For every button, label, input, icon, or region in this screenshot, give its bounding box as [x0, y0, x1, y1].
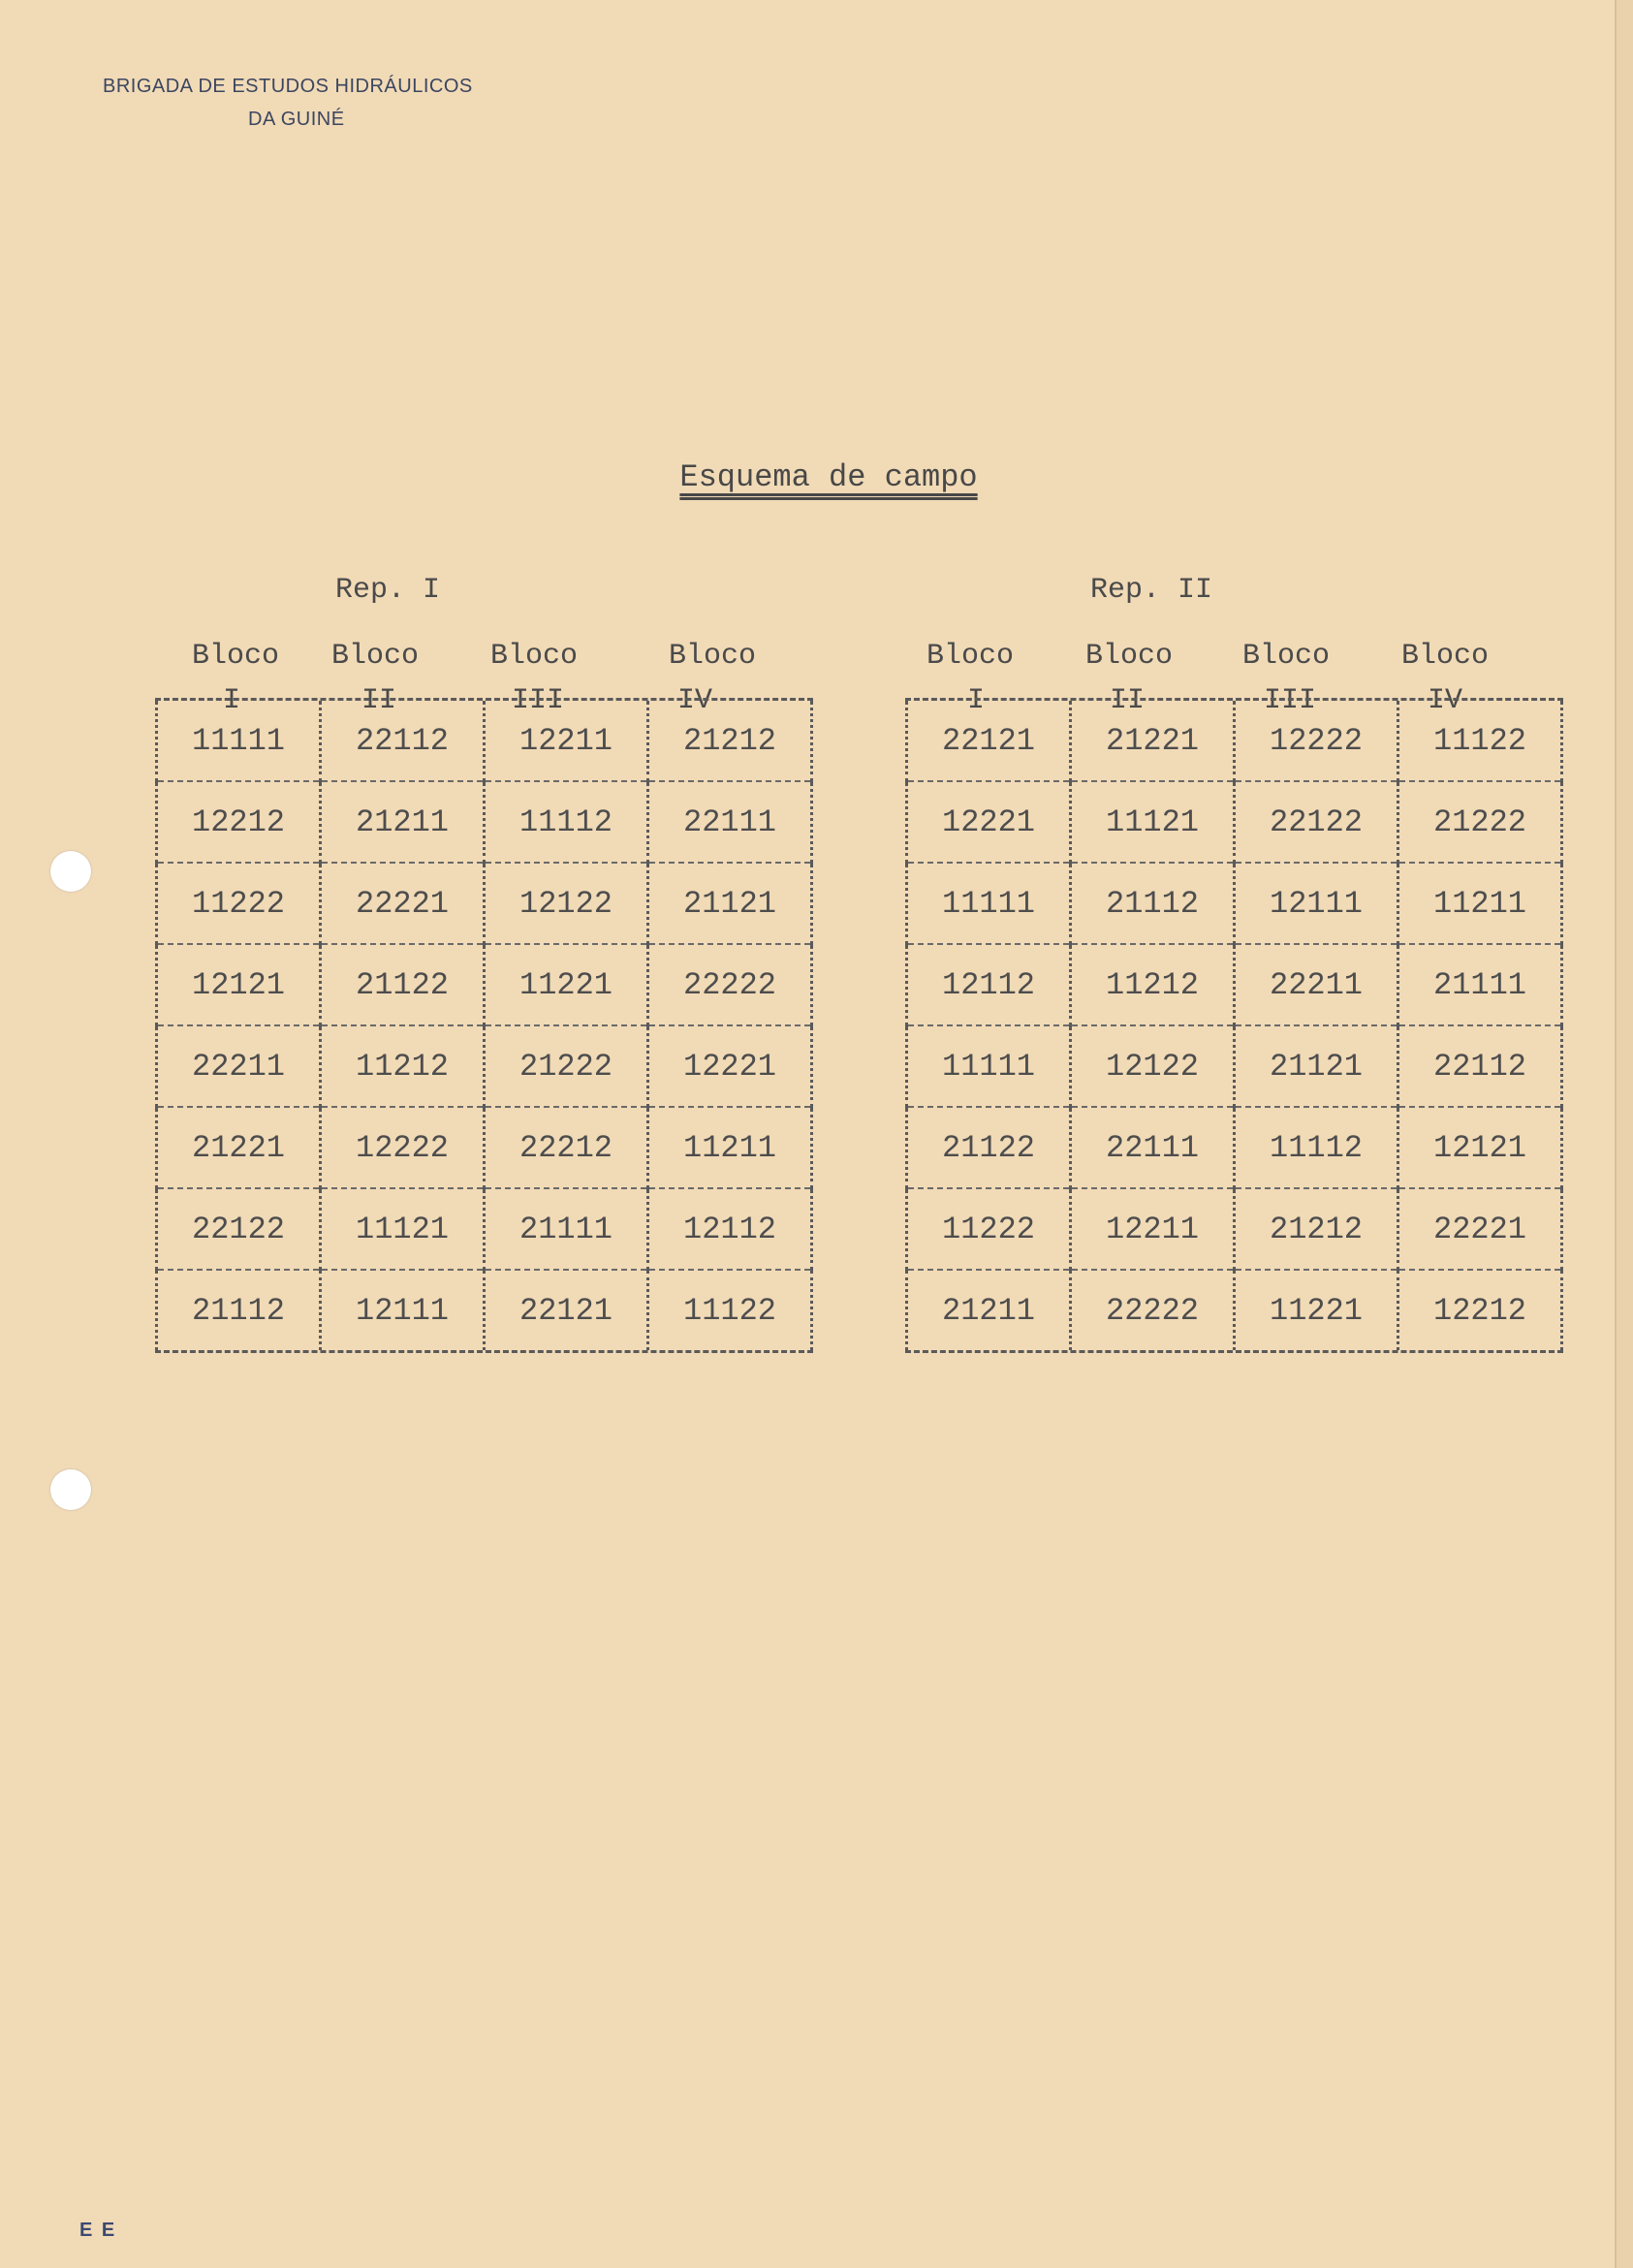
bloco-label: Bloco	[1084, 640, 1173, 673]
plot-cell: 12121	[1398, 1107, 1562, 1188]
bloco-header-row	[155, 640, 833, 717]
bloco-label: Bloco	[1400, 640, 1489, 673]
block-number: I	[966, 684, 985, 717]
plot-cell: 12211	[485, 701, 648, 781]
plot-cell: 21212	[648, 701, 812, 781]
plot-cell: 21222	[485, 1025, 648, 1107]
letterhead	[103, 70, 473, 136]
table-row	[157, 781, 812, 863]
plot-cell: 22121	[907, 701, 1071, 781]
field-layout-table	[905, 698, 1563, 1353]
plot-cell: 22211	[157, 1025, 321, 1107]
plot-cell: 21221	[157, 1107, 321, 1188]
plot-cell: 12221	[648, 1025, 812, 1107]
plot-cell: 12222	[321, 1107, 485, 1188]
table-row	[907, 944, 1562, 1025]
table-row	[157, 1270, 812, 1350]
plot-cell: 12112	[907, 944, 1071, 1025]
plot-cell: 12111	[321, 1270, 485, 1350]
plot-cell: 12122	[1071, 1025, 1235, 1107]
plot-cell: 11211	[648, 1107, 812, 1188]
table-row	[157, 701, 812, 781]
table-row	[157, 1188, 812, 1270]
bloco-label: Bloco	[1241, 640, 1330, 673]
plot-cell: 11222	[157, 863, 321, 944]
plot-cell: 22212	[485, 1107, 648, 1188]
plot-cell: 12222	[1235, 701, 1398, 781]
plot-cell: 22221	[1398, 1188, 1562, 1270]
plot-cell: 11111	[157, 701, 321, 781]
paper-edge	[1617, 0, 1633, 2268]
plot-cell: 12221	[907, 781, 1071, 863]
plot-cell: 11212	[321, 1025, 485, 1107]
table-row	[907, 1107, 1562, 1188]
plot-cell: 11211	[1398, 863, 1562, 944]
plot-cell: 11122	[648, 1270, 812, 1350]
plot-cell: 22222	[648, 944, 812, 1025]
letterhead-line1: BRIGADA DE ESTUDOS HIDRÁULICOS	[103, 76, 473, 97]
table-row	[157, 1107, 812, 1188]
plot-cell: 22121	[485, 1270, 648, 1350]
plot-cell: 11221	[485, 944, 648, 1025]
plot-cell: 22112	[321, 701, 485, 781]
plot-cell: 12212	[157, 781, 321, 863]
table-row	[157, 1025, 812, 1107]
table-row	[907, 1270, 1562, 1350]
block-number: III	[1263, 684, 1316, 717]
block-number: I	[222, 684, 240, 717]
plot-cell: 21211	[907, 1270, 1071, 1350]
table-row	[907, 863, 1562, 944]
plot-cell: 22111	[1071, 1107, 1235, 1188]
plot-cell: 11222	[907, 1188, 1071, 1270]
plot-cell: 21111	[1398, 944, 1562, 1025]
table-row	[907, 781, 1562, 863]
rep-label: Rep. II	[1089, 574, 1213, 607]
plot-cell: 22122	[1235, 781, 1398, 863]
plot-cell: 12111	[1235, 863, 1398, 944]
plot-cell: 22122	[157, 1188, 321, 1270]
plot-cell: 21122	[907, 1107, 1071, 1188]
plot-cell: 11212	[1071, 944, 1235, 1025]
punch-hole	[50, 1469, 91, 1510]
plot-cell: 22112	[1398, 1025, 1562, 1107]
plot-cell: 21122	[321, 944, 485, 1025]
plot-cell: 22222	[1071, 1270, 1235, 1350]
plot-cell: 21112	[157, 1270, 321, 1350]
plot-cell: 22221	[321, 863, 485, 944]
plot-cell: 21222	[1398, 781, 1562, 863]
page-title-text: Esquema de campo	[679, 459, 978, 495]
table-row	[907, 701, 1562, 781]
plot-cell: 22111	[648, 781, 812, 863]
plot-cell: 21112	[1071, 863, 1235, 944]
letterhead-line2: DA GUINÉ	[248, 109, 345, 130]
plot-cell: 12122	[485, 863, 648, 944]
plot-cell: 11111	[907, 863, 1071, 944]
block-number: IV	[1427, 684, 1462, 717]
bloco-header-row	[909, 640, 1587, 717]
footer-mark: E E	[79, 2220, 117, 2241]
bloco-label: Bloco	[191, 640, 279, 673]
bloco-label: Bloco	[489, 640, 578, 673]
plot-cell: 21221	[1071, 701, 1235, 781]
bloco-label: Bloco	[330, 640, 419, 673]
block-number: II	[361, 684, 396, 717]
plot-cell: 12212	[1398, 1270, 1562, 1350]
plot-cell: 11111	[907, 1025, 1071, 1107]
field-layout-table	[155, 698, 813, 1353]
table-row	[157, 944, 812, 1025]
plot-cell: 11112	[1235, 1107, 1398, 1188]
table-row	[157, 863, 812, 944]
table-row	[907, 1188, 1562, 1270]
plot-cell: 21121	[1235, 1025, 1398, 1107]
block-number: III	[511, 684, 564, 717]
block-number: IV	[676, 684, 712, 717]
plot-cell: 12121	[157, 944, 321, 1025]
plot-cell: 11221	[1235, 1270, 1398, 1350]
plot-cell: 21121	[648, 863, 812, 944]
plot-cell: 21111	[485, 1188, 648, 1270]
bloco-label: Bloco	[668, 640, 756, 673]
plot-cell: 11112	[485, 781, 648, 863]
plot-cell: 11121	[321, 1188, 485, 1270]
plot-cell: 12211	[1071, 1188, 1235, 1270]
punch-hole	[50, 851, 91, 892]
rep-label: Rep. I	[334, 574, 441, 607]
page-title	[668, 459, 989, 495]
plot-cell: 11122	[1398, 701, 1562, 781]
plot-cell: 22211	[1235, 944, 1398, 1025]
plot-cell: 21211	[321, 781, 485, 863]
plot-cell: 21212	[1235, 1188, 1398, 1270]
bloco-label: Bloco	[926, 640, 1014, 673]
plot-cell: 12112	[648, 1188, 812, 1270]
block-number: II	[1109, 684, 1145, 717]
table-row	[907, 1025, 1562, 1107]
plot-cell: 11121	[1071, 781, 1235, 863]
